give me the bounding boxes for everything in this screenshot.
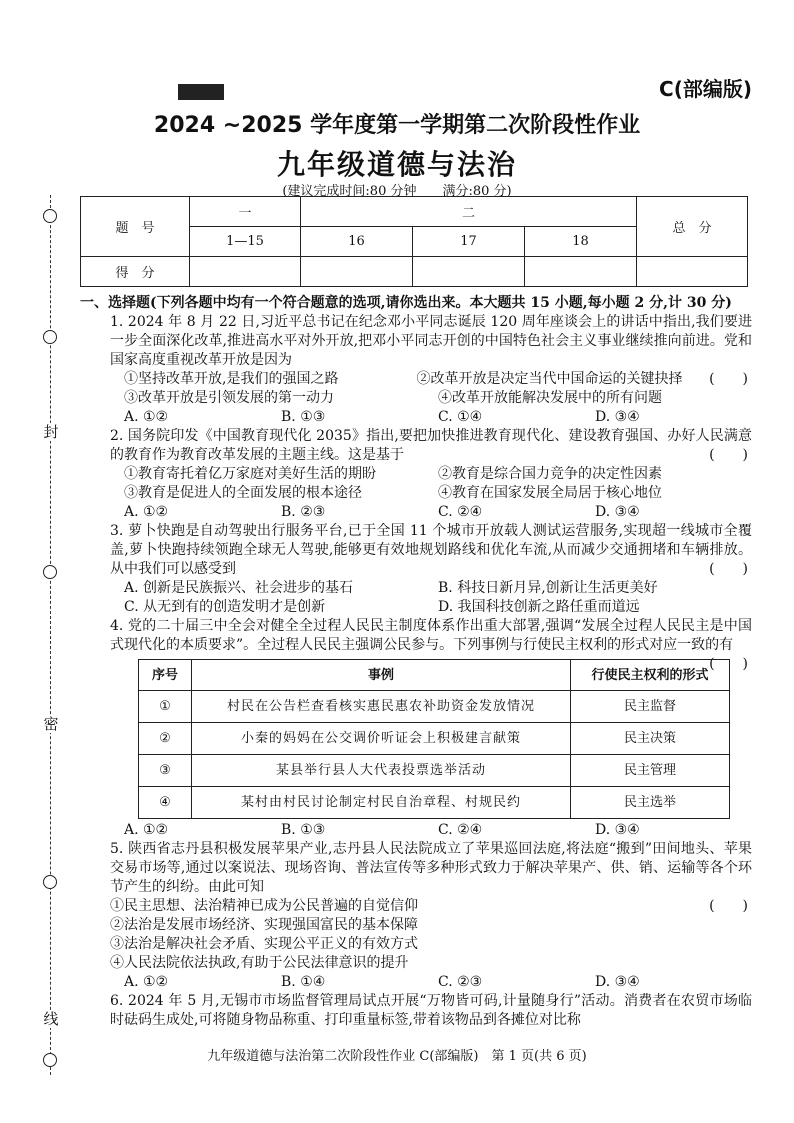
question-2	[80, 427, 752, 522]
binding-line	[36, 195, 66, 1075]
choice-b[interactable]: B. ①④	[281, 974, 326, 990]
binding-char-xian: 线	[43, 1010, 59, 1028]
table-header-number: 序号	[139, 660, 192, 691]
statement-option: ③教育是促进人的全面发展的根本途径	[124, 485, 362, 501]
question-1	[80, 313, 752, 427]
exam-subtitle: (建议完成时间:80 分钟 满分:80 分)	[282, 184, 512, 199]
row-number: ③	[139, 755, 192, 787]
choice-a[interactable]: A. ①②	[124, 504, 169, 520]
choice-b[interactable]: B. 科技日新月异,创新让生活更美好	[438, 580, 658, 596]
statement-option: ①教育寄托着亿万家庭对美好生活的期盼	[124, 466, 376, 482]
edition-label: C(部编版)	[659, 77, 752, 101]
statement-option: ①民主思想、法治精神已成为公民普遍的自觉信仰	[110, 898, 418, 914]
answer-parenthesis[interactable]: ( )	[709, 447, 748, 463]
circle-mark-icon	[43, 330, 57, 344]
score-cell[interactable]	[413, 257, 525, 287]
table-row	[139, 755, 730, 787]
choice-d[interactable]: D. 我国科技创新之路任重而道远	[438, 599, 640, 615]
statement-option: ③法治是解决社会矛盾、实现公平正义的有效方式	[110, 936, 418, 952]
circle-mark-icon	[43, 209, 57, 223]
table-row	[139, 723, 730, 755]
circle-mark-icon	[43, 875, 57, 889]
row-number: ②	[139, 723, 192, 755]
table-header-event: 事例	[192, 660, 571, 691]
part-two-header: 二	[301, 197, 637, 227]
question-stem: 1. 2024 年 8 月 22 日,习近平总书记在纪念邓小平同志诞辰 120 周年座谈会上的讲话中指出,我们要进一步全面深化改革,推进高水平对外开放,把邓小平同志开创的中国特色社会主义事业继续推向前进。党和国家高度重视改革开放是因为	[110, 314, 752, 368]
choice-b[interactable]: B. ①③	[281, 822, 326, 838]
statement-option: ②改革开放是决定当代中国命运的关键抉择	[416, 371, 683, 387]
choice-a[interactable]: A. ①②	[124, 409, 169, 425]
row-event: 某村由村民讨论制定村民自治章程、村规民约	[192, 787, 571, 819]
question-number-label: 题 号	[81, 197, 190, 257]
statement-option: ②教育是综合国力竞争的决定性因素	[438, 466, 662, 482]
choice-c[interactable]: C. ②④	[438, 504, 483, 520]
score-col-18: 18	[525, 227, 637, 257]
binding-char-mi: 密	[43, 715, 59, 733]
choice-d[interactable]: D. ③④	[595, 822, 640, 838]
row-event: 村民在公告栏查看核实惠民惠农补助资金发放情况	[192, 691, 571, 723]
exam-title: 2024 ~2025 学年度第一学期第二次阶段性作业	[153, 113, 641, 138]
row-number: ④	[139, 787, 192, 819]
statement-option: ④改革开放能解决发展中的所有问题	[438, 390, 662, 406]
answer-parenthesis[interactable]: ( )	[709, 371, 748, 387]
score-table	[80, 196, 748, 287]
answer-parenthesis[interactable]: ( )	[709, 561, 748, 577]
row-event: 某县举行县人大代表投票选举活动	[192, 755, 571, 787]
row-form: 民主管理	[571, 755, 730, 787]
choice-a[interactable]: A. 创新是民族振兴、社会进步的基石	[124, 580, 354, 596]
question-stem: 6. 2024 年 5 月,无锡市市场监督管理局试点开展“万物皆可码,计量随身行”活动。消费者在农贸市场临时砝码生成处,可将随身物品称重、打印重量标签,带着该物品到各摊位对比称	[110, 993, 752, 1028]
statement-option: ④人民法院依法执政,有助于公民法律意识的提升	[110, 955, 409, 971]
row-form: 民主监督	[571, 691, 730, 723]
dashed-binding-line	[50, 195, 51, 1075]
choice-a[interactable]: A. ①②	[124, 974, 169, 990]
question-stem: 3. 萝卜快跑是自动驾驶出行服务平台,已于全国 11 个城市开放载人测试运营服务,实现超一线城市全覆盖,萝卜快跑持续领跑全球无人驾驶,能够更有效地规划路线和优化车流,从而减少交通拥堵和车辆排放。从中我们可以感受到	[110, 523, 752, 577]
table-row	[139, 787, 730, 819]
choice-d[interactable]: D. ③④	[595, 504, 640, 520]
table-row	[139, 691, 730, 723]
answer-parenthesis[interactable]: ( )	[709, 898, 748, 914]
question-stem: 5. 陕西省志丹县积极发展苹果产业,志丹县人民法院成立了苹果巡回法庭,将法庭“搬到”田间地头、苹果交易市场等,通过以案说法、现场咨询、普法宣传等多种形式致力于解决苹果产、供、销、运输等各个环节产生的纠纷。由此可知	[110, 841, 752, 895]
democracy-table	[138, 659, 730, 819]
question-6	[80, 992, 752, 1030]
answer-parenthesis[interactable]: ( )	[709, 656, 748, 672]
score-row-label: 得 分	[81, 257, 190, 287]
score-col-1-15: 1—15	[190, 227, 301, 257]
section-heading: 一、选择题(下列各题中均有一个符合题意的选项,请你选出来。本大题共 15 小题,每小题 2 分,计 30 分)	[80, 295, 732, 311]
score-cell[interactable]	[190, 257, 301, 287]
choice-c[interactable]: C. ①④	[438, 409, 483, 425]
table-header-form: 行使民主权利的形式	[571, 660, 730, 691]
total-score-cell[interactable]	[637, 257, 748, 287]
choice-d[interactable]: D. ③④	[595, 974, 640, 990]
score-col-16: 16	[301, 227, 413, 257]
choice-c[interactable]: C. 从无到有的创造发明才是创新	[124, 599, 326, 615]
circle-mark-icon	[43, 565, 57, 579]
question-5	[80, 840, 752, 992]
choice-c[interactable]: C. ②④	[438, 822, 483, 838]
row-form: 民主选举	[571, 787, 730, 819]
choice-d[interactable]: D. ③④	[595, 409, 640, 425]
question-4	[80, 617, 752, 840]
choice-c[interactable]: C. ②③	[438, 974, 483, 990]
question-stem: 2. 国务院印发《中国教育现代化 2035》指出,要把加快推进教育现代化、建设教育强国、办好人民满意的教育作为教育改革发展的主题主线。这是基于	[110, 428, 752, 463]
part-one-header: 一	[190, 197, 301, 227]
choice-b[interactable]: B. ②③	[281, 504, 326, 520]
page-footer: 九年级道德与法治第二次阶段性作业 C(部编版) 第 1 页(共 6 页)	[207, 1049, 587, 1064]
statement-option: ③改革开放是引领发展的第一动力	[124, 390, 334, 406]
row-form: 民主决策	[571, 723, 730, 755]
statement-option: ②法治是发展市场经济、实现强国富民的基本保障	[110, 917, 418, 933]
questions-area	[80, 294, 752, 1030]
choice-a[interactable]: A. ①②	[124, 822, 169, 838]
statement-option: ④教育在国家发展全局居于核心地位	[438, 485, 662, 501]
question-stem: 4. 党的二十届三中全会对健全全过程人民民主制度体系作出重大部署,强调“发展全过程人民民主是中国式现代化的本质要求”。全过程人民民主强调公民参与。下列事例与行使民主权利的形式对应一致的有	[110, 618, 752, 653]
total-score-label: 总 分	[637, 197, 748, 257]
choice-b[interactable]: B. ①③	[281, 409, 326, 425]
subject-title: 九年级道德与法治	[276, 148, 517, 181]
binding-char-feng: 封	[43, 423, 59, 441]
score-cell[interactable]	[301, 257, 413, 287]
score-cell[interactable]	[525, 257, 637, 287]
row-number: ①	[139, 691, 192, 723]
statement-option: ①坚持改革开放,是我们的强国之路	[124, 371, 339, 387]
row-event: 小秦的妈妈在公交调价听证会上积极建言献策	[192, 723, 571, 755]
question-3	[80, 522, 752, 617]
score-col-17: 17	[413, 227, 525, 257]
publisher-logo	[178, 84, 224, 100]
